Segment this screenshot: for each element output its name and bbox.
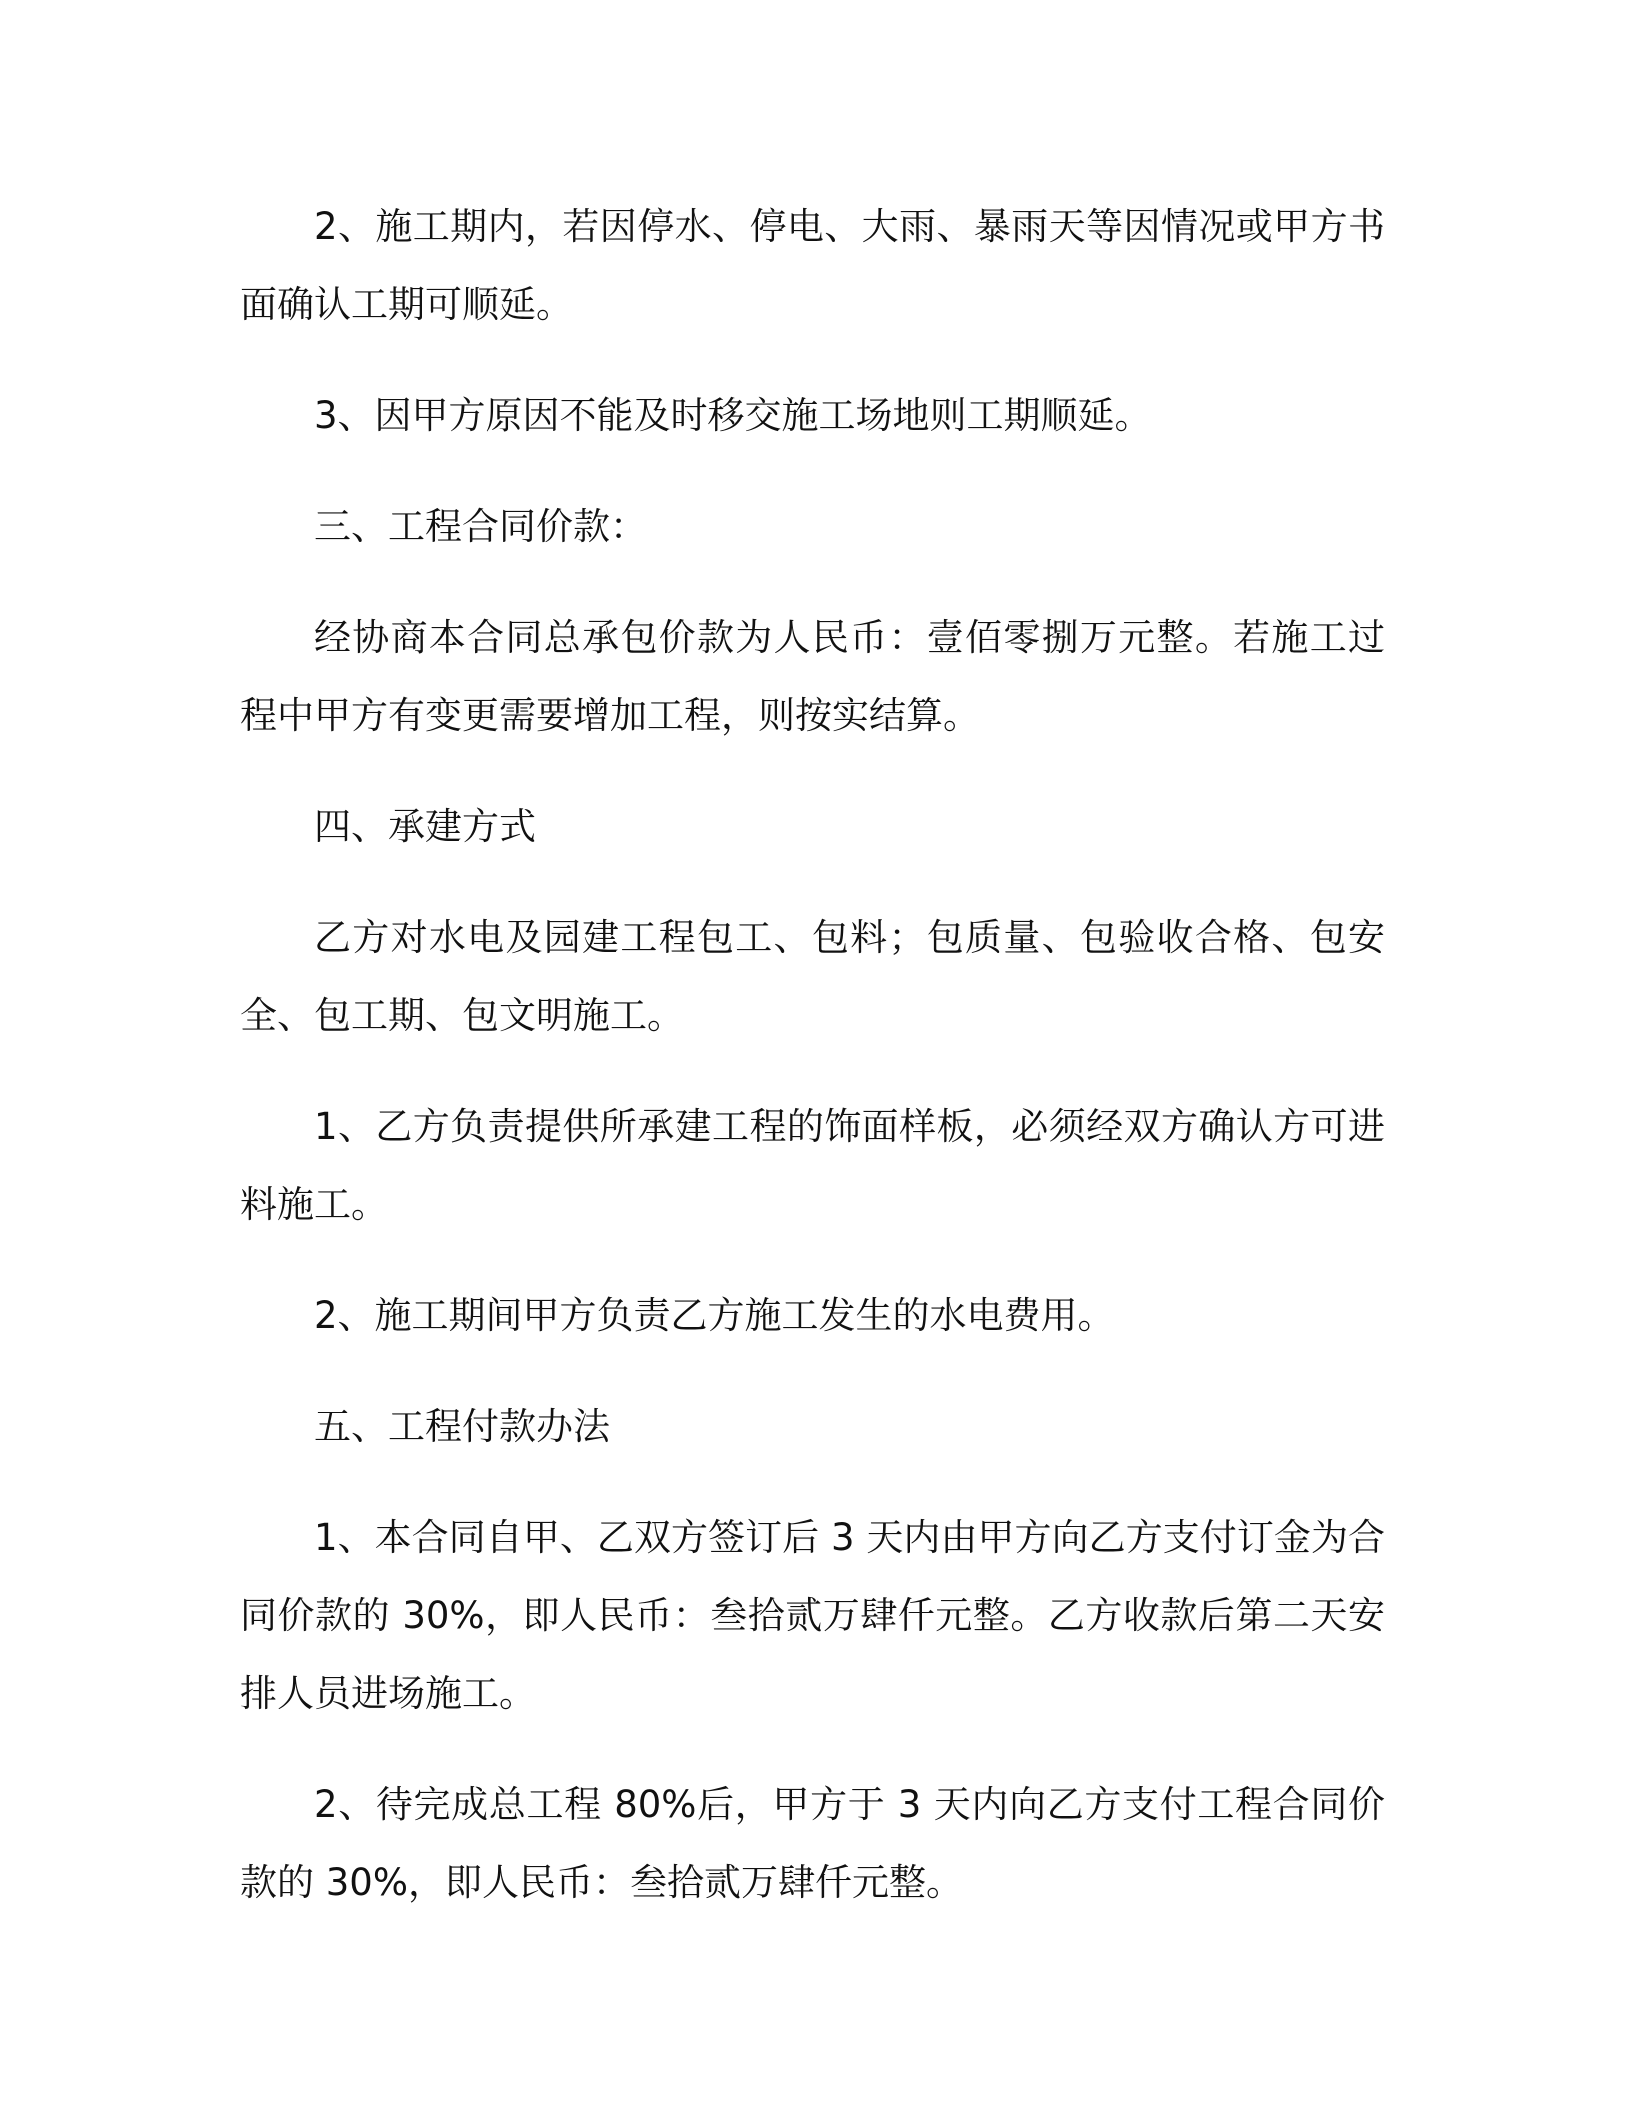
section-heading-construction-method: 四、承建方式 — [314, 805, 536, 848]
clause-progress-payment: 2、待完成总工程 80%后，甲方于 3 天内向乙方支付工程合同价款的 30%，即人民币：叁拾贰万肆仟元整。 — [240, 1783, 1385, 1904]
clause-schedule-extension-site: 3、因甲方原因不能及时移交施工场地则工期顺延。 — [314, 394, 1152, 437]
clause-deposit-payment: 1、本合同自甲、乙双方签订后 3 天内由甲方向乙方支付订金为合同价款的 30%，即人民币：叁拾贰万肆仟元整。乙方收款后第二天安排人员进场施工。 — [240, 1516, 1385, 1715]
clause-schedule-extension-weather: 2、施工期内，若因停水、停电、大雨、暴雨天等因情况或甲方书面确认工期可顺延。 — [240, 205, 1385, 326]
clause-construction-scope: 乙方对水电及园建工程包工、包料；包质量、包验收合格、包安全、包工期、包文明施工。 — [240, 916, 1385, 1037]
clause-finish-sample: 1、乙方负责提供所承建工程的饰面样板，必须经双方确认方可进料施工。 — [240, 1105, 1385, 1226]
clause-utility-fees: 2、施工期间甲方负责乙方施工发生的水电费用。 — [314, 1294, 1115, 1337]
document-page — [240, 188, 1385, 1922]
section-heading-contract-price: 三、工程合同价款： — [314, 505, 647, 548]
section-heading-payment-method: 五、工程付款办法 — [314, 1405, 610, 1448]
clause-contract-price: 经协商本合同总承包价款为人民币：壹佰零捌万元整。若施工过程中甲方有变更需要增加工程，则按实结算。 — [240, 616, 1385, 737]
